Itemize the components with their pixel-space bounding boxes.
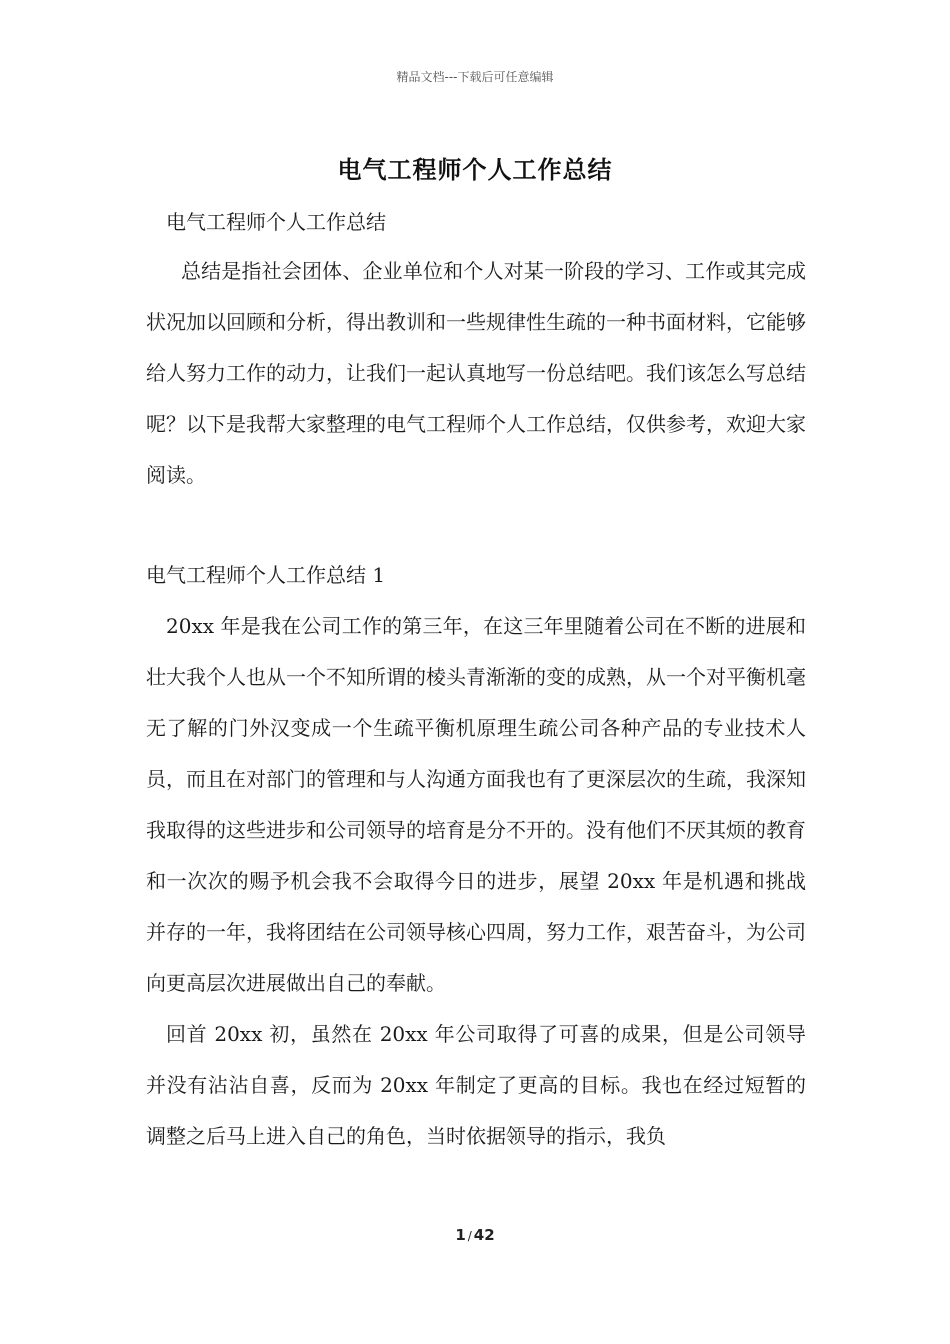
running-header: 精品文档---下载后可任意编辑 [396, 70, 554, 84]
document-body [146, 198, 806, 1162]
page-number-total: 42 [473, 1226, 495, 1244]
body-paragraph: 回首 20xx 初，虽然在 20xx 年公司取得了可喜的成果，但是公司领导并没有沾沾自喜，反而为 20xx 年制定了更高的目标。我也在经过短暂的调整之后马上进入自己的角色，当时依据领导的指示，我负 [146, 1022, 806, 1148]
document-subtitle: 电气工程师个人工作总结 [166, 210, 386, 234]
page-number-separator: / [467, 1229, 472, 1243]
section-heading-1: 电气工程师个人工作总结 1 [146, 563, 386, 587]
page-number-current: 1 [455, 1226, 466, 1244]
page-number [0, 1226, 950, 1244]
body-paragraph: 20xx 年是我在公司工作的第三年，在这三年里随着公司在不断的进展和壮大我个人也从一个不知所谓的棱头青渐渐的变的成熟，从一个对平衡机毫无了解的门外汉变成一个生疏平衡机原理生疏公司各种产品的专业技术人员，而且在对部门的管理和与人沟通方面我也有了更深层次的生疏，我深知我取得的这些进步和公司领导的培育是分不开的。没有他们不厌其烦的教育和一次次的赐予机会我不会取得今日的进步，展望 20xx 年是机遇和挑战并存的一年，我将团结在公司领导核心四周，努力工作，艰苦奋斗，为公司向更高层次进展做出自己的奉献。 [146, 614, 806, 995]
intro-paragraph: 总结是指社会团体、企业单位和个人对某一阶段的学习、工作或其完成状况加以回顾和分析，得出教训和一些规律性生疏的一种书面材料，它能够给人努力工作的动力，让我们一起认真地写一份总结吧。我们该怎么写总结呢？以下是我帮大家整理的电气工程师个人工作总结，仅供参考，欢迎大家阅读。 [146, 259, 806, 487]
document-title: 电气工程师个人工作总结 [337, 155, 613, 184]
